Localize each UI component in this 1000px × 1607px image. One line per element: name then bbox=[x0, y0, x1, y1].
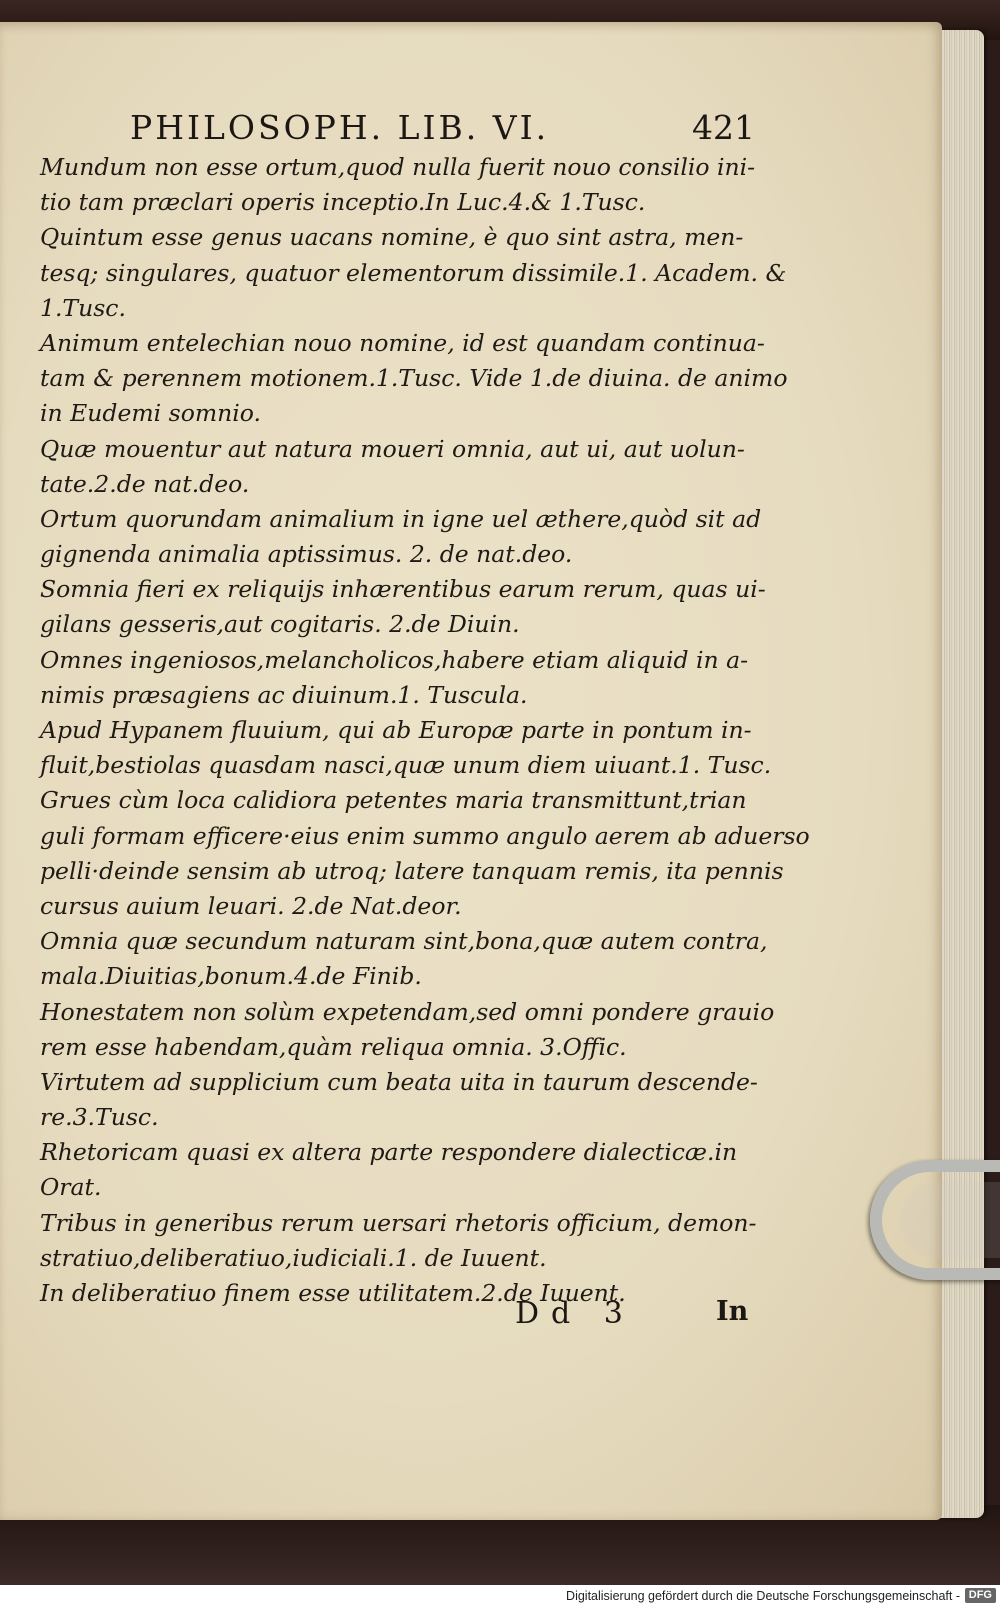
text-line: Mundum non esse ortum,quod nulla fuerit nouo consilio ini- bbox=[40, 153, 756, 181]
text-line: Tribus in generibus rerum uersari rhetoris officium, demon- bbox=[40, 1208, 757, 1237]
text-line: Rhetoricam quasi ex altera parte respondere dialecticæ.in bbox=[40, 1138, 738, 1167]
footer-credit: Digitalisierung gefördert durch die Deutsche Forschungsgemeinschaft - bbox=[566, 1589, 960, 1603]
text-line: mala.Diuitias,bonum.4.de Finib. bbox=[40, 962, 422, 991]
text-line: Omnes ingeniosos,melancholicos,habere etiam aliquid in a- bbox=[40, 645, 749, 674]
digitization-footer bbox=[0, 1585, 1000, 1607]
text-line: Apud Hypanem fluuium, qui ab Europæ parte in pontum in- bbox=[40, 716, 752, 744]
dfg-logo: DFG bbox=[965, 1588, 996, 1603]
text-line: Ortum quorundam animalium in igne uel æthere,quòd sit ad bbox=[40, 504, 762, 533]
running-head: PHILOSOPH. LIB. VI. bbox=[130, 108, 550, 147]
text-line: guli formam efficere·eius enim summo angulo aerem ab aduerso bbox=[40, 821, 810, 850]
page-number: 421 bbox=[692, 108, 755, 147]
text-line: rem esse habendam,quàm reliqua omnia. 3.Offic. bbox=[40, 1032, 627, 1061]
text-line: fluit,bestiolas quasdam nasci,quæ unum diem uiuant.1. Tusc. bbox=[40, 751, 772, 780]
text-line: Omnia quæ secundum naturam sint,bona,quæ autem contra, bbox=[40, 927, 768, 956]
text-line: gilans gesseris,aut cogitaris. 2.de Diuin. bbox=[40, 610, 520, 639]
page-edges bbox=[940, 30, 984, 1518]
clasp-inner bbox=[900, 1182, 1000, 1258]
text-line: tesq; singulares, quatuor elementorum dissimile.1. Academ. & bbox=[40, 258, 787, 287]
signature-mark: Dd 3 bbox=[515, 1296, 635, 1331]
text-line: cursus auium leuari. 2.de Nat.deor. bbox=[40, 891, 462, 920]
text-line: Orat. bbox=[40, 1173, 102, 1202]
text-line: Somnia fieri ex reliquijs inhærentibus earum rerum, quas ui- bbox=[40, 575, 766, 604]
text-line: Quæ mouentur aut natura moueri omnia, aut ui, aut uolun- bbox=[40, 434, 745, 463]
text-line: pelli·deinde sensim ab utroq; latere tanquam remis, ita pennis bbox=[40, 856, 784, 885]
page-body bbox=[40, 150, 810, 1311]
text-line: In deliberatiuo finem esse utilitatem.2.de Iuuent. bbox=[40, 1279, 626, 1307]
text-line: Animum entelechian nouo nomine, id est quandam continua- bbox=[40, 328, 765, 357]
text-line: tio tam præclari operis inceptio.In Luc.4.& 1.Tusc. bbox=[40, 188, 646, 217]
text-line: 1.Tusc. bbox=[40, 293, 126, 322]
text-line: stratiuo,deliberatiuo,iudiciali.1. de Iuuent. bbox=[40, 1243, 547, 1272]
text-line: Quintum esse genus uacans nomine, è quo sint astra, men- bbox=[40, 223, 744, 252]
text-line: Virtutem ad supplicium cum beata uita in taurum descende- bbox=[40, 1067, 758, 1096]
text-line: re.3.Tusc. bbox=[40, 1103, 159, 1132]
text-line: Grues cùm loca calidiora petentes maria transmittunt,trian bbox=[40, 786, 747, 815]
text-line: gignenda animalia aptissimus. 2. de nat.deo. bbox=[40, 540, 573, 569]
text-line: tate.2.de nat.deo. bbox=[40, 469, 250, 498]
text-line: nimis præsagiens ac diuinum.1. Tuscula. bbox=[40, 680, 528, 709]
text-line: in Eudemi somnio. bbox=[40, 399, 261, 428]
catchword: In bbox=[716, 1296, 749, 1327]
text-line: tam & perennem motionem.1.Tusc. Vide 1.de diuina. de animo bbox=[40, 364, 788, 393]
text-line: Honestatem non solùm expetendam,sed omni pondere grauio bbox=[40, 997, 775, 1026]
